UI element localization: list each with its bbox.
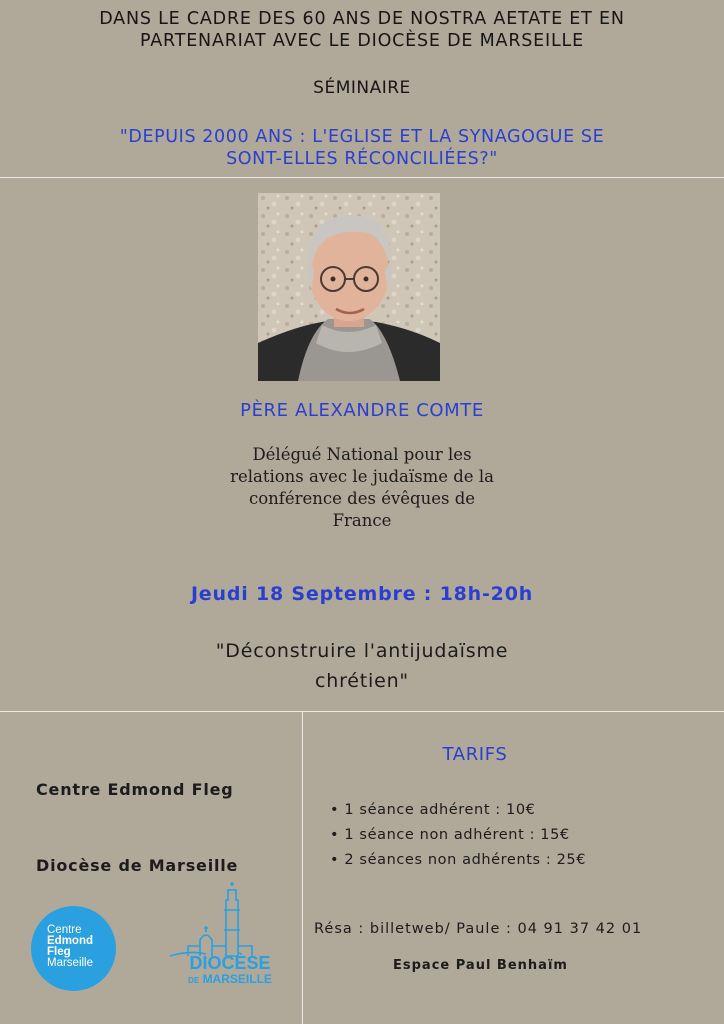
price-item: • 2 séances non adhérents : 25€ bbox=[330, 848, 586, 873]
centre-edmond-fleg-logo bbox=[31, 906, 116, 991]
seminar-label: SÉMINAIRE bbox=[313, 78, 411, 98]
logo-cef-line-1: Centre bbox=[47, 924, 82, 936]
intro-line-2: PARTENARIAT AVEC LE DIOCÈSE DE MARSEILLE bbox=[140, 31, 584, 51]
divider-top bbox=[0, 177, 724, 178]
speaker-name: PÈRE ALEXANDRE COMTE bbox=[240, 400, 484, 421]
seminar-title bbox=[0, 126, 724, 170]
price-list bbox=[330, 798, 586, 873]
event-date: Jeudi 18 Septembre : 18h-20h bbox=[190, 583, 534, 605]
logo-dio-line-1: DIOCÈSE bbox=[189, 953, 271, 973]
diocese-marseille-logo bbox=[160, 880, 280, 995]
partner-centre-edmond-fleg: Centre Edmond Fleg bbox=[36, 780, 234, 799]
intro-text bbox=[0, 8, 724, 52]
role-line-3: conférence des évêques de bbox=[248, 489, 476, 508]
quote-line-2: chrétien" bbox=[315, 670, 409, 692]
quote-line-1: "Déconstruire l'antijudaïsme bbox=[215, 640, 509, 662]
speaker-photo bbox=[258, 193, 440, 381]
logo-dio-line-2: DE bbox=[188, 976, 200, 985]
venue-name: Espace Paul Benhaïm bbox=[393, 958, 568, 973]
logo-dio-line-3: MARSEILLE bbox=[202, 972, 272, 986]
session-quote bbox=[150, 636, 574, 696]
intro-line-1: DANS LE CADRE DES 60 ANS DE NOSTRA AETATE ET EN bbox=[99, 9, 625, 29]
logo-cef-line-2: Edmond bbox=[47, 935, 93, 947]
booking-info: Résa : billetweb/ Paule : 04 91 37 42 01 bbox=[314, 921, 643, 937]
price-item: • 1 séance adhérent : 10€ bbox=[330, 798, 586, 823]
divider-bottom bbox=[0, 711, 724, 712]
role-line-2: relations avec le judaïsme de la bbox=[230, 467, 494, 486]
role-line-4: France bbox=[332, 511, 392, 530]
partner-diocese-marseille: Diocèse de Marseille bbox=[36, 856, 239, 875]
title-line-1: "DEPUIS 2000 ANS : L'EGLISE ET LA SYNAGOGUE SE bbox=[119, 127, 605, 147]
title-line-2: SONT-ELLES RÉCONCILIÉES?" bbox=[226, 149, 498, 169]
logo-cef-line-3: Fleg bbox=[47, 946, 71, 958]
speaker-role bbox=[180, 444, 544, 532]
price-item: • 1 séance non adhérent : 15€ bbox=[330, 823, 586, 848]
logo-cef-line-4: Marseille bbox=[47, 957, 94, 969]
role-line-1: Délégué National pour les bbox=[252, 445, 472, 464]
tarifs-heading: TARIFS bbox=[442, 744, 508, 765]
